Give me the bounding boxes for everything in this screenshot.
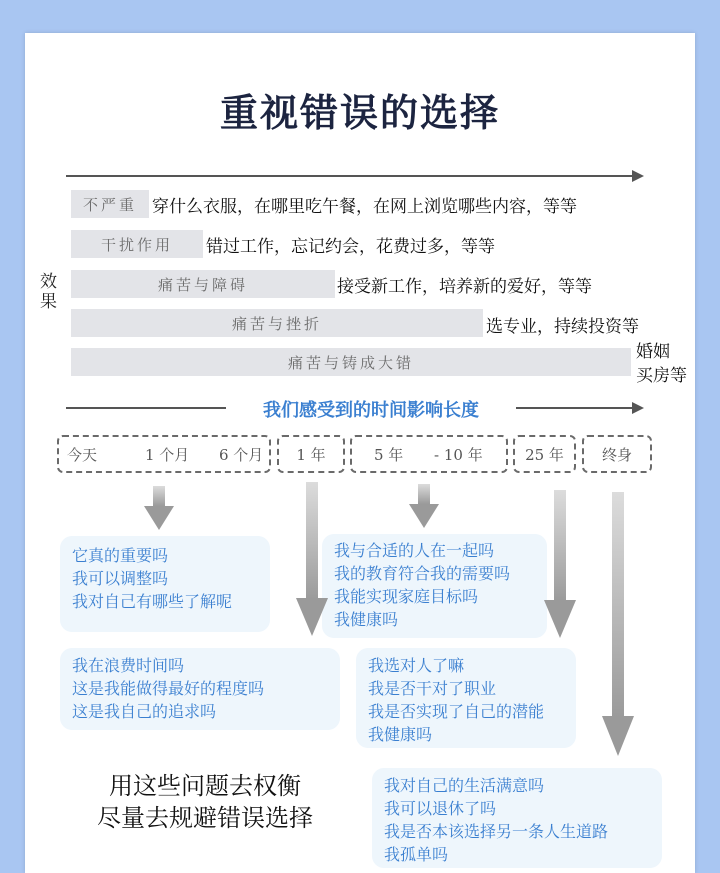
question-line: 我健康吗 bbox=[368, 725, 433, 744]
question-line: 我与合适的人在一起吗 bbox=[334, 541, 495, 560]
question-box-2 bbox=[60, 648, 340, 730]
severity-bar-2 bbox=[71, 230, 203, 258]
question-line: 这是我自己的追求吗 bbox=[72, 702, 217, 721]
severity-bar-3 bbox=[71, 270, 335, 298]
page-title: 重视错误的选择 bbox=[219, 91, 500, 135]
severity-label: 干扰作用 bbox=[100, 235, 173, 254]
question-line: 它真的重要吗 bbox=[72, 546, 169, 565]
question-line: 我是否本该选择另一条人生道路 bbox=[384, 822, 609, 841]
severity-description-line: 婚姻 bbox=[636, 342, 670, 362]
time-label: - 10 年 bbox=[434, 445, 483, 464]
question-line: 我对自己有哪些了解呢 bbox=[72, 592, 233, 611]
question-line: 我是否干对了职业 bbox=[368, 679, 497, 698]
question-line: 我孤单吗 bbox=[384, 845, 449, 864]
question-line: 这是我能做得最好的程度吗 bbox=[72, 679, 265, 698]
severity-bar-4 bbox=[71, 309, 483, 337]
time-group-3 bbox=[350, 435, 508, 473]
time-label: 今天 bbox=[67, 445, 98, 464]
time-label: 5 年 bbox=[374, 445, 404, 464]
effect-label: 效果 bbox=[40, 272, 57, 312]
question-line: 我对自己的生活满意吗 bbox=[384, 776, 545, 795]
severity-bar-1 bbox=[71, 190, 149, 218]
question-box-1 bbox=[60, 536, 270, 632]
severity-description: 选专业，持续投资等 bbox=[486, 317, 639, 337]
question-line: 我选对人了嘛 bbox=[368, 656, 465, 675]
severity-description-line: 买房等 bbox=[636, 366, 687, 386]
severity-description: 穿什么衣服，在哪里吃午餐，在网上浏览哪些内容，等等 bbox=[152, 197, 577, 217]
severity-label: 痛苦与挫折 bbox=[231, 314, 322, 333]
time-group-2 bbox=[277, 435, 345, 473]
time-group-5 bbox=[582, 435, 652, 473]
question-line: 我在浪费时间吗 bbox=[72, 656, 185, 675]
effect-axis-arrow bbox=[66, 168, 644, 184]
time-label: 1 年 bbox=[296, 445, 326, 464]
severity-label: 不严重 bbox=[82, 195, 137, 214]
question-box-5 bbox=[372, 768, 662, 868]
time-group-1 bbox=[57, 435, 271, 473]
time-label: 25 年 bbox=[525, 445, 564, 464]
time-group-4 bbox=[513, 435, 576, 473]
severity-description: 错过工作，忘记约会，花费过多，等等 bbox=[206, 237, 495, 257]
severity-label: 痛苦与铸成大错 bbox=[287, 353, 414, 372]
time-label: 6 个月 bbox=[219, 445, 264, 464]
severity-bar-5 bbox=[71, 348, 631, 376]
severity-description bbox=[636, 340, 687, 388]
question-line: 我是否实现了自己的潜能 bbox=[368, 702, 545, 721]
footer-line: 用这些问题去权衡 bbox=[109, 772, 301, 800]
question-line: 我可以退休了吗 bbox=[384, 799, 497, 818]
question-line: 我能实现家庭目标吗 bbox=[334, 587, 479, 606]
question-box-3 bbox=[322, 534, 547, 638]
question-box-4 bbox=[356, 648, 576, 748]
question-line: 我的教育符合我的需要吗 bbox=[334, 564, 511, 583]
footer-line: 尽量去规避错误选择 bbox=[97, 804, 313, 832]
time-axis-label: 我们感受到的时间影响长度 bbox=[226, 396, 516, 422]
severity-description: 接受新工作，培养新的爱好，等等 bbox=[337, 277, 592, 297]
time-label: 终身 bbox=[601, 445, 632, 464]
time-label: 1 个月 bbox=[145, 445, 190, 464]
question-line: 我健康吗 bbox=[334, 610, 399, 629]
footer-text bbox=[60, 770, 350, 834]
question-line: 我可以调整吗 bbox=[72, 569, 169, 588]
severity-label: 痛苦与障碍 bbox=[157, 275, 248, 294]
